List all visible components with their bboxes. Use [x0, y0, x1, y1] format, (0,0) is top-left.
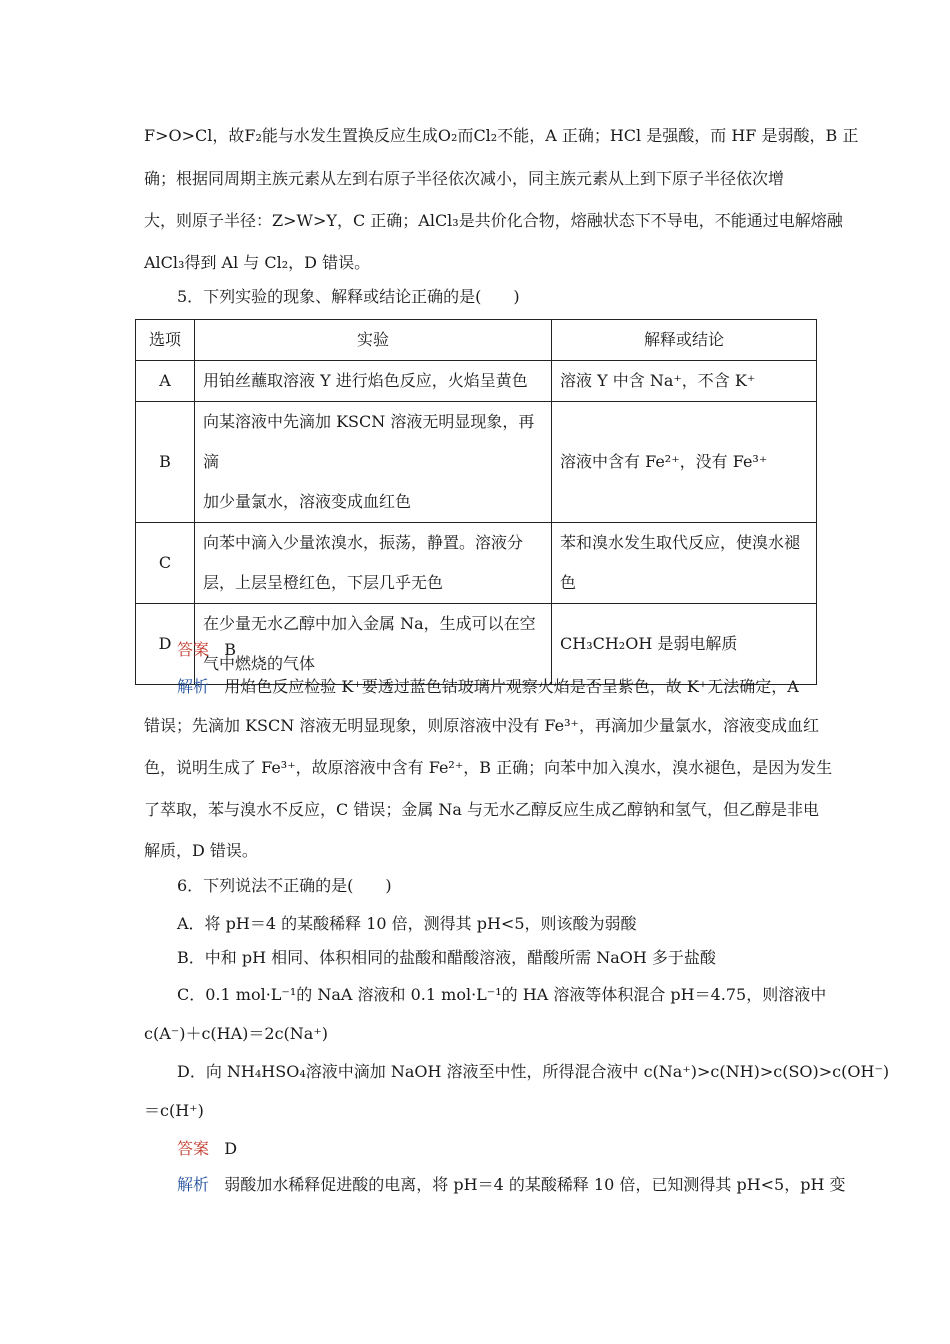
conclusion-text: 苯和溴水发生取代反应，使溴水褪 [560, 533, 801, 552]
conclusion-text: 溶液中含有 Fe²⁺，没有 Fe³⁺ [560, 452, 768, 471]
experiment-cell [195, 523, 552, 604]
option-d: D．向 NH₄HSO₄溶液中滴加 NaOH 溶液至中性，所得混合液中 c(Na⁺)>c(NH)>c(SO)>c(OH⁻) [177, 1062, 890, 1081]
option-a: A．将 pH＝4 的某酸稀释 10 倍，测得其 pH<5，则该酸为弱酸 [177, 914, 637, 933]
conclusion-cell [552, 523, 817, 604]
conclusion-cell [552, 402, 817, 523]
table-row [136, 604, 817, 685]
header-option: 选项 [136, 320, 195, 361]
answer-line [177, 640, 236, 660]
analysis-line [177, 1175, 846, 1195]
experiment-cell [195, 361, 552, 402]
conclusion-cell [552, 604, 817, 685]
text-line: 确；根据同周期主族元素从左到右原子半径依次减小，同主族元素从上到下原子半径依次增 [144, 169, 785, 188]
analysis-line [177, 677, 799, 697]
conclusion-text: 色 [560, 573, 577, 592]
analysis-label: 解析 [177, 1175, 210, 1194]
experiment-table [135, 319, 817, 685]
experiment-cell [195, 402, 552, 523]
table-header-row [136, 320, 817, 361]
analysis-text: 用焰色反应检验 K⁺要透过蓝色钴玻璃片观察火焰是否呈紫色，故 K⁺无法确定，A [224, 677, 799, 696]
text-line: 错误；先滴加 KSCN 溶液无明显现象，则原溶液中没有 Fe³⁺，再滴加少量氯水，溶液变成血红 [144, 716, 819, 735]
option-cell: B [136, 402, 195, 523]
option-c-continued: c(A⁻)＋c(HA)＝2c(Na⁺) [144, 1024, 329, 1043]
table-row [136, 361, 817, 402]
text-line: F>O>Cl，故F₂能与水发生置换反应生成O₂而Cl₂不能，A 正确；HCl 是强酸，而 HF 是弱酸，B 正 [144, 126, 859, 145]
answer-label: 答案 [177, 640, 210, 659]
question-5-stem: 5．下列实验的现象、解释或结论正确的是( ) [177, 287, 520, 306]
experiment-text: 加少量氯水，溶液变成血红色 [203, 492, 412, 511]
analysis-text: 弱酸加水稀释促进酸的电离，将 pH＝4 的某酸稀释 10 倍，已知测得其 pH<5，pH 变 [224, 1175, 846, 1194]
experiment-text: 气中燃烧的气体 [203, 654, 316, 673]
experiment-text: 层，上层呈橙红色，下层几乎无色 [203, 573, 444, 592]
answer-value: D [224, 1139, 238, 1158]
option-cell: C [136, 523, 195, 604]
conclusion-text: CH₃CH₂OH 是弱电解质 [560, 634, 738, 653]
text-line: 解质，D 错误。 [144, 841, 258, 860]
table-row [136, 523, 817, 604]
option-d-continued: ＝c(H⁺) [144, 1101, 204, 1120]
header-experiment: 实验 [195, 320, 552, 361]
answer-label: 答案 [177, 1139, 210, 1158]
analysis-label: 解析 [177, 677, 210, 696]
text-line: AlCl₃得到 Al 与 Cl₂，D 错误。 [144, 253, 371, 272]
option-c: C．0.1 mol·L⁻¹的 NaA 溶液和 0.1 mol·L⁻¹的 HA 溶液等体积混合 pH＝4.75，则溶液中 [177, 985, 827, 1004]
conclusion-text: 溶液 Y 中含 Na⁺，不含 K⁺ [560, 371, 756, 390]
option-cell: A [136, 361, 195, 402]
experiment-text: 向苯中滴入少量浓溴水，振荡，静置。溶液分 [203, 533, 524, 552]
answer-line [177, 1139, 237, 1159]
experiment-text: 向某溶液中先滴加 KSCN 溶液无明显现象，再滴 [203, 412, 535, 471]
text-line: 色，说明生成了 Fe³⁺，故原溶液中含有 Fe²⁺，B 正确；向苯中加入溴水，溴水褪色，是因为发生 [144, 758, 833, 777]
option-cell: D [136, 604, 195, 685]
experiment-cell [195, 604, 552, 685]
header-conclusion: 解释或结论 [552, 320, 817, 361]
conclusion-cell [552, 361, 817, 402]
text-line: 大，则原子半径：Z>W>Y，C 正确；AlCl₃是共价化合物，熔融状态下不导电，不能通过电解熔融 [144, 211, 843, 230]
text-line: 了萃取，苯与溴水不反应，C 错误；金属 Na 与无水乙醇反应生成乙醇钠和氢气，但乙醇是非电 [144, 800, 820, 819]
table-row [136, 402, 817, 523]
option-b: B．中和 pH 相同、体积相同的盐酸和醋酸溶液，醋酸所需 NaOH 多于盐酸 [177, 948, 716, 967]
experiment-text: 用铂丝蘸取溶液 Y 进行焰色反应，火焰呈黄色 [203, 371, 528, 390]
experiment-text: 在少量无水乙醇中加入金属 Na，生成可以在空 [203, 614, 536, 633]
answer-value: B [224, 640, 237, 659]
question-6-stem: 6．下列说法不正确的是( ) [177, 876, 392, 895]
